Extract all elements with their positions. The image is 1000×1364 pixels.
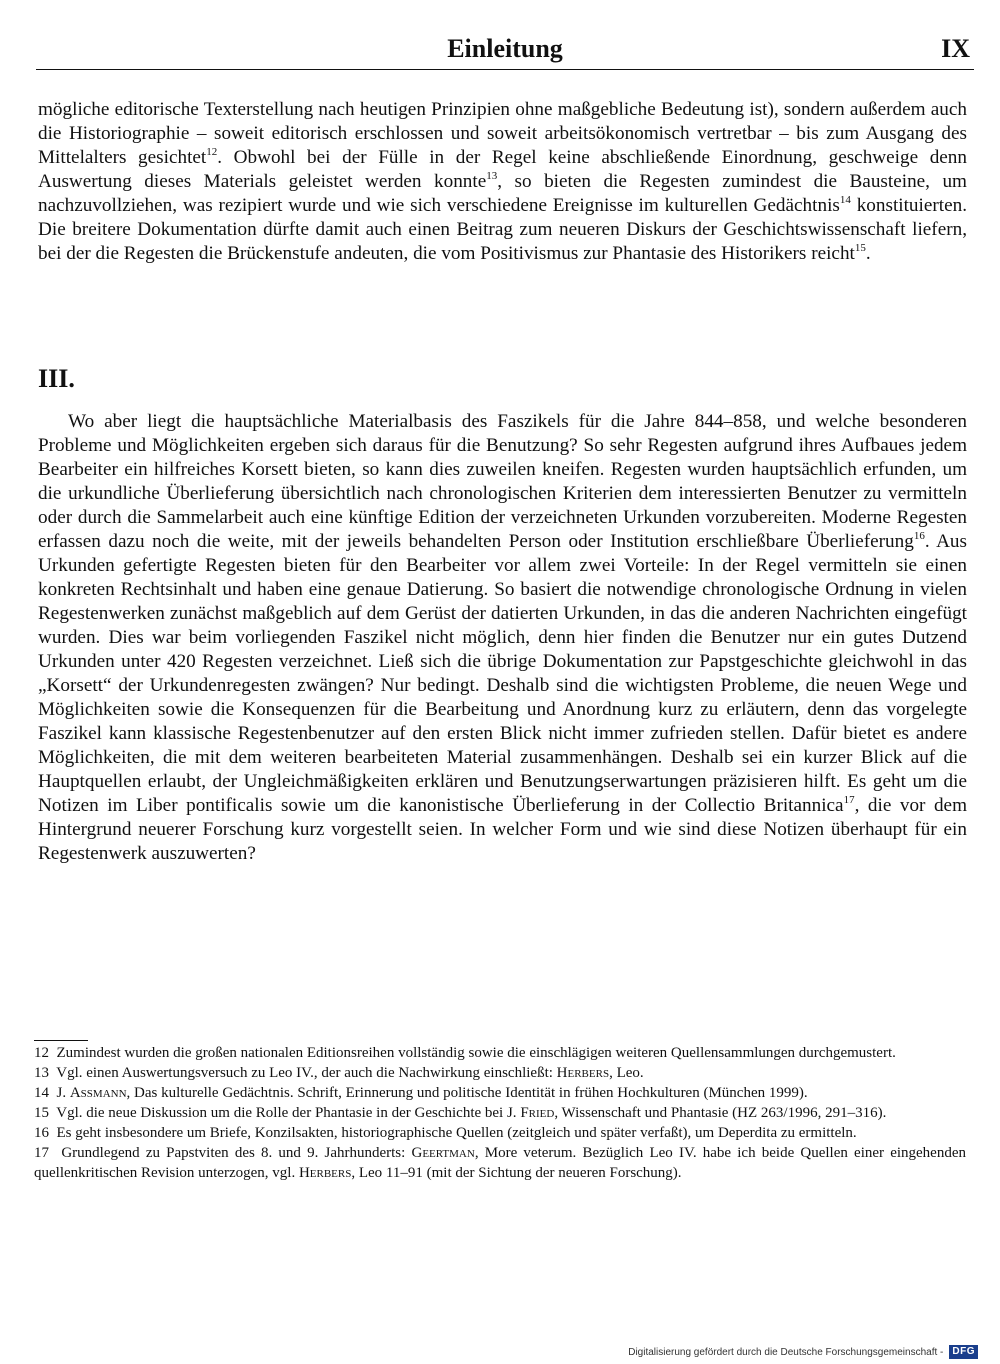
main-paragraph	[38, 410, 967, 866]
footnote-text: , Wissenschaft und Phantasie (HZ 263/1996, 291–316).	[554, 1105, 887, 1121]
footnote-12	[34, 1044, 966, 1064]
author-name: Herbers	[556, 1065, 610, 1081]
footnote-ref-16[interactable]: 16	[913, 530, 925, 542]
credit-text: Digitalisierung gefördert durch die Deutsche Forschungsgemeinschaft -	[628, 1346, 944, 1358]
author-name: Herbers	[298, 1164, 352, 1181]
footnote-text: Grundlegend zu Papstviten des 8. und 9. Jahrhunderts:	[61, 1145, 412, 1161]
footnote-text: , Leo.	[609, 1065, 644, 1081]
footnote-number: 13	[34, 1065, 49, 1081]
footnote-14	[34, 1084, 966, 1104]
footnote-ref-13[interactable]: 13	[486, 170, 498, 182]
footnote-ref-15[interactable]: 15	[854, 242, 866, 254]
footnotes	[34, 1044, 966, 1184]
author-name: Fried	[520, 1105, 555, 1121]
footnote-separator	[34, 1040, 88, 1041]
intro-paragraph	[38, 98, 967, 266]
footnote-text: Vgl. die neue Diskussion um die Rolle der Phantasie in der Geschichte bei J.	[56, 1105, 521, 1121]
main-text-2: . Aus Urkunden gefertigte Regesten bieten für den Bearbeiter vor allem zwei Vorteile: In der Regel vermitteln sie einen konkreten Rechtsinhalt und haben eine genaue Datierung. So basiert die notwendige chronologische Ordnung in vielen Regestenwerken zunächst maßgeblich auf dem Gerüst der datierten Urkunden, in das die anderen Nachrichten eingefügt wurden. Dies war beim vorliegenden Faszikel nicht möglich, denn hier finden die Benutzer nur ein gutes Dutzend Urkunden unter 420 Regesten verzeichnet. Ließ sich die übrige Dokumentation zur Papstgeschichte gleichwohl in das „Korsett“ der Urkundenregesten zwängen? Nur bedingt. Deshalb sind die wichtigsten Probleme, die neuen Wege und Möglichkeiten sowie die Konsequenzen für die Bearbeitung und Anordnung kurz zu erläutern, denn das vorgelegte Faszikel kann klassische Regestenbenutzer auf den ersten Blick nicht immer zufrieden stellen. Dafür bietet es andere Möglichkeiten, die mit dem weiteren bearbeiteten Material zusammenhängen. Deshalb sei ein kurzer Blick auf die Hauptquellen erlaubt, der Ungleichmäßigkeiten erklären und Benutzungserwartungen präzisieren hilft. Es geht um die Notizen im Liber pontificalis sowie um die kanonistische Überlieferung in der Collectio Britannica	[38, 531, 967, 816]
intro-text-4: konstituierten. Die breitere Dokumentation dürfte damit auch einen Beitrag zum neueren Diskurs der Geschichtswissenschaft liefern, bei der die Regesten die Brückenstufe andeuten, die vom Positivismus zur Phantasie des Historikers reicht	[38, 195, 967, 264]
footnote-number: 12	[34, 1045, 49, 1061]
footnote-16	[34, 1124, 966, 1144]
running-title: Einleitung	[447, 34, 563, 63]
footnote-number: 16	[34, 1125, 49, 1141]
digitization-credit	[628, 1344, 978, 1360]
footnote-text: Vgl. einen Auswertungsversuch zu Leo IV., der auch die Nachwirkung einschließt:	[56, 1065, 557, 1081]
header-rule	[36, 69, 974, 70]
intro-text-1: mögliche editorische Texterstellung nach heutigen Prinzipien ohne maßgebliche Bedeutung ist), sondern außerdem auch die Historiographie – soweit editorisch erschlossen und soweit arbeitsökonomisch vertretbar – bis zum Ausgang des Mittelalters gesichtet	[38, 99, 967, 168]
footnote-17	[34, 1144, 966, 1183]
footnote-text: Es geht insbesondere um Briefe, Konzilsakten, historiographische Quellen (zeitgleich und später verfaßt), um Deperdita zu ermitteln.	[56, 1125, 857, 1141]
footnote-text: J.	[56, 1085, 70, 1101]
intro-text-5: .	[865, 243, 871, 264]
footnote-text: , More veterum. Bezüglich Leo IV. habe ich beide Quellen einer eingehenden quellenkritischen Revision unterzogen, vgl.	[34, 1145, 966, 1181]
intro-text-3: , so bieten die Regesten zumindest die Bausteine, um nachzuvollziehen, was rezipiert wurde und wie sich verschiedene Ereignisse im kulturellen Gedächtnis	[38, 171, 967, 216]
footnote-15	[34, 1104, 966, 1124]
page-number: IX	[941, 34, 970, 63]
footnote-ref-12[interactable]: 12	[206, 146, 218, 158]
main-text-3: , die vor dem Hintergrund neuerer Forschung kurz vorgestellt seien. In welcher Form und wie sind diese Notizen überhaupt für ein Regestenwerk auszuwerten?	[38, 795, 967, 864]
dfg-logo: DFG	[949, 1345, 978, 1359]
author-name: Assmann	[69, 1085, 127, 1101]
footnote-text: , Das kulturelle Gedächtnis. Schrift, Erinnerung und politische Identität in frühen Hochkulturen (München 1999).	[126, 1085, 808, 1101]
intro-text-2: . Obwohl bei der Fülle in der Regel keine abschließende Einordnung, geschweige denn Auswertung dieses Materials geleistet werden konnte	[38, 147, 967, 192]
running-header	[36, 30, 974, 70]
footnote-text: Zumindest wurden die großen nationalen Editionsreihen vollständig sowie die einschlägigen weiteren Quellensammlungen durchgemustert.	[56, 1045, 896, 1061]
footnote-13	[34, 1064, 966, 1084]
footnote-ref-14[interactable]: 14	[839, 194, 851, 206]
main-text-1: Wo aber liegt die hauptsächliche Materialbasis des Faszikels für die Jahre 844–858, und welche besonderen Probleme und Möglichkeiten ergeben sich daraus für die Benutzung? So sehr Regesten aufgrund ihres Aufbaues jedem Bearbeiter ein hilfreiches Korsett bieten, so kann dies zuweilen kneifen. Regesten wurden hauptsächlich erfunden, um die urkundliche Überlieferung übersichtlich nach chronologischen Kriterien dem interessierten Benutzer zu vermitteln oder durch die Sammelarbeit auch eine künftige Edition der verzeichneten Urkunden vorzubereiten. Moderne Regesten erfassen dazu noch die weite, mit der jeweils behandelten Person oder Institution erschließbare Überlieferung	[38, 411, 967, 552]
footnote-number: 14	[34, 1085, 49, 1101]
footnote-ref-17[interactable]: 17	[843, 794, 855, 806]
section-heading: III.	[38, 364, 75, 393]
footnote-number: 15	[34, 1105, 49, 1121]
author-name: Geertman	[411, 1145, 475, 1161]
footnote-text: , Leo 11–91 (mit der Sichtung der neueren Forschung).	[351, 1164, 682, 1181]
footnote-number: 17	[34, 1145, 49, 1161]
